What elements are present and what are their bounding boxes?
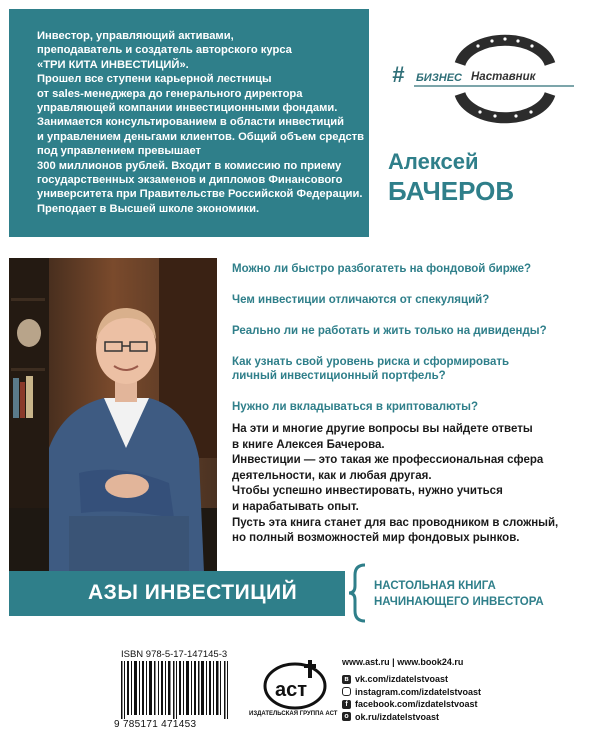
bio-line: преподаватель и создатель авторского курса xyxy=(37,44,292,57)
description-line: и нарабатывать опыт. xyxy=(232,500,359,513)
description-line: Инвестиции — это такая же профессиональная сфера xyxy=(232,454,544,467)
question-item: Чем инвестиции отличаются от спекуляций? xyxy=(232,294,490,306)
bio-line: государственных экзаменов и дипломов Финансового xyxy=(37,174,343,187)
barcode-number: 9 785171 471453 xyxy=(114,719,197,730)
description-line: Пусть эта книга станет для вас проводником в сложный, xyxy=(232,516,559,529)
facebook-link-text[interactable]: facebook.com/izdatelstvoast xyxy=(355,699,478,710)
ast-logo-text: аст xyxy=(275,679,308,701)
question-item: Нужно ли вкладываться в криптовалюты? xyxy=(232,401,479,413)
isbn-label: ISBN 978-5-17-147145-3 xyxy=(121,649,228,660)
subtitle-line-1: НАСТОЛЬНАЯ КНИГА xyxy=(374,580,496,592)
question-item: Реально ли не работать и жить только на дивиденды? xyxy=(232,325,547,337)
author-photo xyxy=(9,258,217,573)
vk-icon: в xyxy=(342,675,351,684)
odnoklassniki-icon: о xyxy=(342,712,351,721)
book-subtitle xyxy=(374,578,544,610)
author-name xyxy=(388,150,514,206)
stamp-hash-sign: # xyxy=(392,62,405,87)
instagram-link[interactable] xyxy=(342,686,481,699)
vk-link[interactable] xyxy=(342,673,481,686)
book-description xyxy=(232,422,582,547)
ok-link-text[interactable]: ok.ru/izdatelstvoast xyxy=(355,711,440,722)
question-item: Можно ли быстро разбогатеть на фондовой бирже? xyxy=(232,263,532,275)
bio-line: Прошел все ступени карьерной лестницы xyxy=(37,73,272,86)
bio-line: «ТРИ КИТА ИНВЕСТИЦИЙ». xyxy=(37,58,189,71)
bio-line: университета при Правительстве Российской Федерации. xyxy=(37,188,363,201)
subtitle-line-2: НАЧИНАЮЩЕГО ИНВЕСТОРА xyxy=(374,596,544,608)
bio-line: от sales-менеджера до генерального директора xyxy=(37,87,303,100)
author-first-name: Алексей xyxy=(388,149,479,174)
book-title-bar xyxy=(9,571,345,616)
questions-list xyxy=(232,262,572,414)
barcode-graphic xyxy=(121,661,229,719)
author-portrait-illustration xyxy=(9,258,217,573)
curly-brace-icon xyxy=(347,562,371,624)
bio-line: Инвестор, управляющий активами, xyxy=(37,30,234,42)
ok-link[interactable] xyxy=(342,711,481,724)
bio-line: 300 миллионов рублей. Входит в комиссию по приему xyxy=(37,159,342,172)
description-line: Чтобы успешно инвестировать, нужно учиться xyxy=(232,485,503,498)
description-line: но полный возможностей мир фондовых рынков. xyxy=(232,532,520,545)
question-item: Как узнать свой уровень риска и сформировать xyxy=(232,356,510,368)
instagram-link-text[interactable]: instagram.com/izdatelstvoast xyxy=(355,686,482,697)
bio-line: Преподает в Высшей школе экономики. xyxy=(37,202,260,215)
instagram-icon xyxy=(342,687,351,696)
stamp-word-nastavnik: Наставник xyxy=(471,71,536,83)
bio-line: Занимается консультированием в области инвестиций xyxy=(37,116,345,129)
description-line: в книге Алексея Бачерова. xyxy=(232,438,385,451)
publisher-links xyxy=(342,657,481,723)
description-line: На эти и многие другие вопросы вы найдете ответы xyxy=(232,423,533,435)
bio-line: управляющей компании инвестиционными фондами. xyxy=(37,102,338,115)
stamp-word-biznes: БИЗНЕС xyxy=(416,72,462,84)
ast-logo-icon xyxy=(255,656,335,712)
author-bio-block xyxy=(9,9,369,237)
author-last-name: БАЧЕРОВ xyxy=(388,176,515,206)
publisher-name: ИЗДАТЕЛЬСКАЯ ГРУППА АСТ xyxy=(249,711,338,717)
bio-line: под управлением превышает xyxy=(37,145,202,158)
description-line: деятельности, как и любая другая. xyxy=(232,469,432,482)
bio-line: и управлением деньгами клиентов. Общий объем средств xyxy=(37,130,365,143)
facebook-icon: f xyxy=(342,700,351,709)
vk-link-text[interactable]: vk.com/izdatelstvoast xyxy=(355,674,449,685)
series-stamp-logo xyxy=(392,28,582,128)
book-title: АЗЫ ИНВЕСТИЦИЙ xyxy=(88,581,298,604)
question-item: личный инвестиционный портфель? xyxy=(232,370,446,382)
facebook-link[interactable] xyxy=(342,698,481,711)
website-links[interactable]: www.ast.ru | www.book24.ru xyxy=(342,657,464,667)
